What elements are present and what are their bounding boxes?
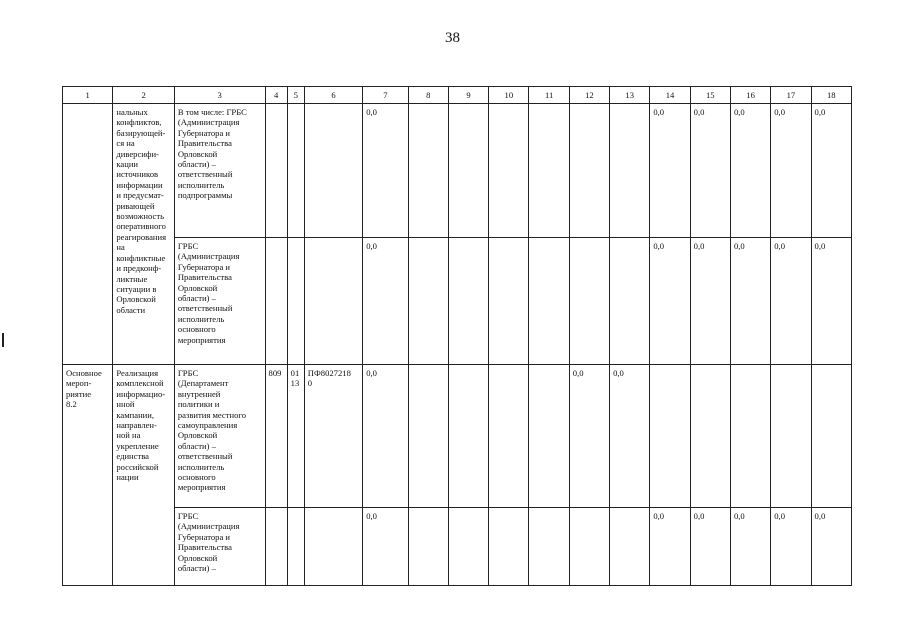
value-cell bbox=[408, 104, 448, 238]
value-cell bbox=[529, 238, 569, 365]
value-cell: 0,0 bbox=[690, 508, 730, 586]
table-row bbox=[63, 104, 852, 238]
grbs-code-cell: 809 bbox=[265, 365, 287, 508]
col-header: 7 bbox=[363, 87, 408, 104]
value-cell bbox=[448, 365, 488, 508]
value-cell: 0,0 bbox=[811, 238, 851, 365]
table-row bbox=[63, 508, 852, 586]
value-cell: 0,0 bbox=[771, 104, 811, 238]
value-cell bbox=[569, 508, 609, 586]
responsible-cell: ГРБС (Администрация Губернатора и Правительства Орловской области) – bbox=[174, 508, 265, 586]
rzpr-cell: 01 13 bbox=[287, 365, 304, 508]
value-cell bbox=[650, 365, 690, 508]
col-header: 15 bbox=[690, 87, 730, 104]
value-cell bbox=[610, 508, 650, 586]
value-cell bbox=[448, 104, 488, 238]
value-cell bbox=[489, 238, 529, 365]
col-header: 14 bbox=[650, 87, 690, 104]
value-cell bbox=[448, 508, 488, 586]
value-cell bbox=[730, 365, 770, 508]
value-cell: 0,0 bbox=[650, 104, 690, 238]
value-cell: 0,0 bbox=[610, 365, 650, 508]
value-cell: 0,0 bbox=[771, 508, 811, 586]
value-cell bbox=[408, 508, 448, 586]
value-cell: 0,0 bbox=[730, 508, 770, 586]
value-cell bbox=[690, 365, 730, 508]
value-cell: 0,0 bbox=[569, 365, 609, 508]
rzpr-cell bbox=[287, 508, 304, 586]
rzpr-cell bbox=[287, 104, 304, 238]
col-header: 3 bbox=[174, 87, 265, 104]
value-cell bbox=[408, 238, 448, 365]
col-header: 16 bbox=[730, 87, 770, 104]
value-cell bbox=[529, 508, 569, 586]
csr-cell bbox=[304, 104, 362, 238]
table-row bbox=[63, 365, 852, 508]
value-cell: 0,0 bbox=[730, 238, 770, 365]
value-cell bbox=[489, 104, 529, 238]
col-header: 11 bbox=[529, 87, 569, 104]
scan-edge-mark bbox=[2, 333, 4, 347]
value-cell bbox=[408, 365, 448, 508]
value-cell bbox=[448, 238, 488, 365]
measure-number-cell bbox=[63, 104, 113, 365]
budget-table bbox=[62, 86, 852, 586]
csr-cell bbox=[304, 508, 362, 586]
col-header: 5 bbox=[287, 87, 304, 104]
rzpr-cell bbox=[287, 238, 304, 365]
measure-number-cell: Основное мероп- риятие 8.2 bbox=[63, 365, 113, 586]
value-cell: 0,0 bbox=[730, 104, 770, 238]
value-cell bbox=[610, 238, 650, 365]
value-cell bbox=[529, 365, 569, 508]
col-header: 4 bbox=[265, 87, 287, 104]
col-header: 9 bbox=[448, 87, 488, 104]
csr-cell bbox=[304, 238, 362, 365]
value-cell bbox=[529, 104, 569, 238]
value-cell bbox=[811, 365, 851, 508]
col-header: 10 bbox=[489, 87, 529, 104]
value-cell: 0,0 bbox=[811, 508, 851, 586]
col-header: 2 bbox=[113, 87, 174, 104]
col-header: 6 bbox=[304, 87, 362, 104]
value-cell: 0,0 bbox=[811, 104, 851, 238]
grbs-code-cell bbox=[265, 104, 287, 238]
measure-name-cell: нальных конфликтов, базирующей- ся на диверсифи- кации источников информации и предусмат- ривающей возможность оперативного реагирования на конфликтные и предконф- ликтные ситуации в Орловской области bbox=[113, 104, 174, 365]
value-cell: 0,0 bbox=[690, 238, 730, 365]
value-cell bbox=[569, 104, 609, 238]
page-number: 38 bbox=[445, 30, 460, 46]
grbs-code-cell bbox=[265, 508, 287, 586]
col-header: 12 bbox=[569, 87, 609, 104]
value-cell: 0,0 bbox=[771, 238, 811, 365]
value-cell bbox=[569, 238, 609, 365]
value-cell: 0,0 bbox=[363, 365, 408, 508]
value-cell: 0,0 bbox=[650, 238, 690, 365]
col-header: 1 bbox=[63, 87, 113, 104]
responsible-cell: ГРБС (Департамент внутренней политики и развития местного самоуправления Орловской области) – ответственный исполнитель основного мероприятия bbox=[174, 365, 265, 508]
value-cell bbox=[489, 508, 529, 586]
header-row bbox=[63, 87, 852, 104]
measure-name-cell: Реализация комплексной информацио- нной кампании, направлен- ной на укрепление единства российской нации bbox=[113, 365, 174, 586]
value-cell: 0,0 bbox=[363, 508, 408, 586]
value-cell bbox=[610, 104, 650, 238]
table-row bbox=[63, 238, 852, 365]
responsible-cell: В том числе: ГРБС (Администрация Губернатора и Правительства Орловской области) – ответственный исполнитель подпрограммы bbox=[174, 104, 265, 238]
col-header: 13 bbox=[610, 87, 650, 104]
col-header: 17 bbox=[771, 87, 811, 104]
col-header: 18 bbox=[811, 87, 851, 104]
value-cell: 0,0 bbox=[363, 238, 408, 365]
value-cell bbox=[489, 365, 529, 508]
value-cell: 0,0 bbox=[690, 104, 730, 238]
value-cell: 0,0 bbox=[363, 104, 408, 238]
value-cell: 0,0 bbox=[650, 508, 690, 586]
responsible-cell: ГРБС (Администрация Губернатора и Правительства Орловской области) – ответственный исполнитель основного мероприятия bbox=[174, 238, 265, 365]
value-cell bbox=[771, 365, 811, 508]
col-header: 8 bbox=[408, 87, 448, 104]
csr-cell: ПФ8027218 0 bbox=[304, 365, 362, 508]
grbs-code-cell bbox=[265, 238, 287, 365]
